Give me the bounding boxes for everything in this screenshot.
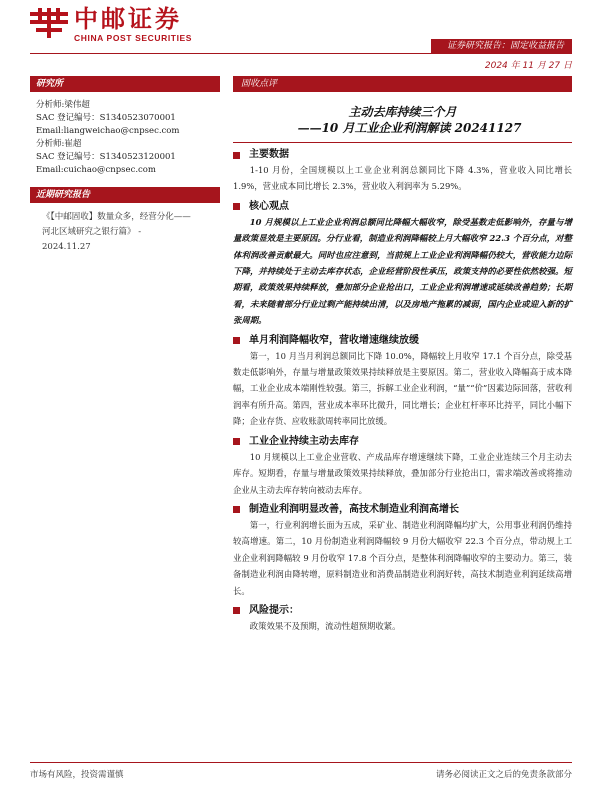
recent-report-line: 河北区域研究之银行篇》 - <box>42 227 142 237</box>
report-type-banner: 证券研究报告：固定收益报告 <box>431 39 572 53</box>
section-paragraph: 10 月规模以上工业企业利润总额同比降幅大幅收窄，除受基数走低影响外，存量与增量政策显效是主要原因。分行业看，制造业利润降幅较上月大幅收窄 22.3 个百分点，对整体利润改善贡献最大。同时也应注意到，当前规上工业企业利润降幅仍较大，营收能力边际下降，并持续处于主动去库存状态，企业经营阶段性承压，政策支持的必要性依然较强。短期看，政策效果持续释放，叠加部分企业抢出口，工业企业利润增速或延续改善趋势；长期看，未来随着部分行业过剩产能持续出清，以及房地产拖累的减弱，国内企业或迎入新的扩张周期。 <box>233 216 572 326</box>
section-heading <box>233 503 572 517</box>
section-heading <box>233 334 572 348</box>
section-heading <box>233 200 572 214</box>
recent-report-item[interactable] <box>30 203 220 255</box>
section-title: 单月利润降幅收窄，营收增速继续放缓 <box>249 334 419 346</box>
recent-report-line: 《【中邮固收】数量众多，经营分化—— <box>42 212 191 222</box>
analyst-line: 分析师:梁伟超 <box>36 100 90 110</box>
section-paragraph: 1-10 月份，全国规模以上工业企业利润总额同比下降 4.3%，营业收入同比增长 1.9%，营业成本同比增长 2.3%，营业收入利润率为 5.29%。 <box>233 165 572 192</box>
disclaimer-note: 请务必阅读正文之后的免责条款部分 <box>435 770 572 780</box>
square-bullet-icon <box>233 337 240 344</box>
analyst-info <box>30 92 220 187</box>
section-heading <box>233 604 572 618</box>
report-subtitle: ——10 月工业企业利润解读 20241127 <box>297 121 522 135</box>
logo-english-name: CHINA POST SECURITIES <box>74 33 193 43</box>
section-title: 风险提示： <box>249 604 299 616</box>
section-title: 工业企业持续主动去库存 <box>249 435 359 447</box>
square-bullet-icon <box>233 438 240 445</box>
report-date: 2024 年 11 月 27 日 <box>484 61 572 71</box>
recent-report-date: 2024.11.27 <box>42 242 91 252</box>
main-content <box>233 76 572 634</box>
company-logo <box>30 6 230 42</box>
research-institute-heading: 研究所 <box>30 76 220 92</box>
section-title: 制造业利润明显改善，高技术制造业利润高增长 <box>249 503 459 515</box>
recent-reports-heading: 近期研究报告 <box>30 187 220 203</box>
section-title: 主要数据 <box>249 149 289 160</box>
section-paragraph: 10 月规模以上工业企业营收、产成品库存增速继续下降，工业企业连续三个月主动去库存。短期看，存量与增量政策效果持续释放，叠加部分行业抢出口，需求端改善或将推动企业从主动去库存转向被动去库存。 <box>233 451 572 495</box>
title-divider <box>233 142 572 143</box>
analyst-line: SAC 登记编号：S1340523120001 <box>36 152 176 162</box>
square-bullet-icon <box>233 607 240 614</box>
header-divider <box>30 53 572 54</box>
logo-chinese-name: 中邮证券 <box>74 5 182 33</box>
footer-divider <box>30 762 572 763</box>
report-sections <box>233 148 572 634</box>
section-title: 核心观点 <box>249 200 289 212</box>
risk-warning: 市场有风险，投资需谨慎 <box>30 770 124 780</box>
report-title: 主动去库持续三个月 <box>348 105 457 119</box>
report-category-tag: 固收点评 <box>233 76 572 92</box>
square-bullet-icon <box>233 203 240 210</box>
section-heading <box>233 435 572 449</box>
section-paragraph: 第一，行业利润增长面为五成，采矿业、制造业利润降幅均扩大，公用事业利润仍维持较高增速。第二，10 月份制造业利润降幅较 9 月份大幅收窄 22.3 个百分点，带动规上工业企业利润降幅较 9 月份收窄 17.8 个百分点，是整体利润降幅收窄的主要动力。第三，装备制造业利润由降转增，原料制造业和消费品制造业利润好转，高技术制造业利润延续高增长。 <box>233 519 572 596</box>
analyst-line: 分析师:崔超 <box>36 139 82 149</box>
section-paragraph: 政策效果不及预期，流动性超预期收紧。 <box>249 620 401 631</box>
square-bullet-icon <box>233 152 240 159</box>
analyst-line: SAC 登记编号：S1340523070001 <box>36 113 176 123</box>
section-heading <box>233 148 572 162</box>
sidebar <box>30 76 220 255</box>
china-post-logo-icon <box>30 8 68 38</box>
analyst-email[interactable]: Email:liangweichao@cnpsec.com <box>36 126 180 136</box>
section-paragraph: 第一，10 月当月利润总额同比下降 10.0%，降幅较上月收窄 17.1 个百分点，除受基数走低影响外，存量与增量政策效果持续释放是主要原因。第二，营业收入降幅高于成本降幅，工业企业成本端刚性较强。第三，拆解工业企业利润，“量”“价”因素边际回落，营收利润率有所升高。第四，营业成本率环比微升，同比增长；企业杠杆率环比持平，同比小幅下降；企业存货、应收账款周转率同比放缓。 <box>233 350 572 427</box>
square-bullet-icon <box>233 506 240 513</box>
analyst-email[interactable]: Email:cuichao@cnpsec.com <box>36 165 156 175</box>
